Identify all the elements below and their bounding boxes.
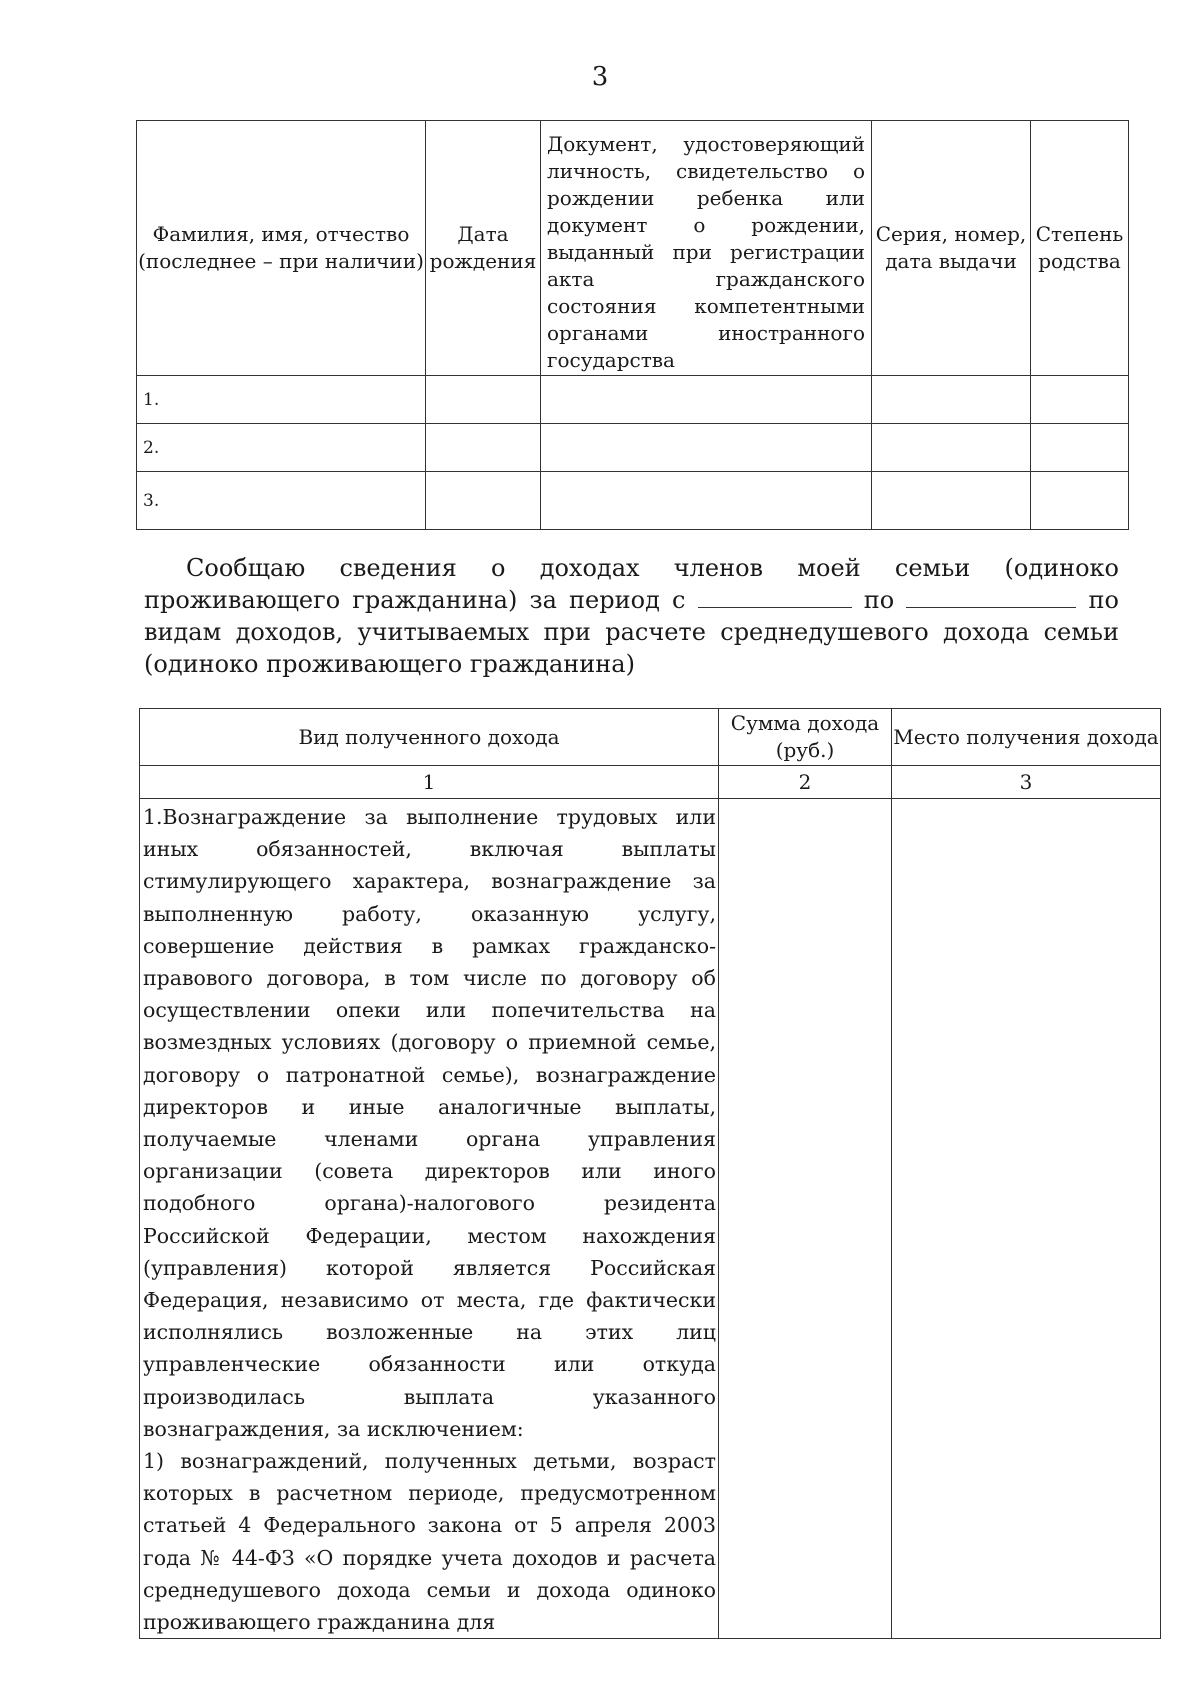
birth-date-cell[interactable] [426,472,541,530]
table-row [137,472,1129,530]
document-cell[interactable] [541,376,872,424]
page-number: 3 [591,62,609,92]
header-full-name: Фамилия, имя, отчество (последнее – при наличии) [137,121,426,376]
series-cell[interactable] [872,376,1031,424]
header-series-number-date: Серия, номер, дата выдачи [872,121,1031,376]
period-end-blank[interactable] [906,589,1076,608]
document-cell[interactable] [541,472,872,530]
relation-cell[interactable] [1031,376,1129,424]
table-row [137,424,1129,472]
statement-text-part-2: по [863,586,895,614]
table-row [140,799,1161,1639]
income-type-cell [140,799,719,1639]
row-number: 2. [137,424,426,472]
series-cell[interactable] [872,472,1031,530]
header-income-place: Место получения дохода [892,709,1161,766]
relation-cell[interactable] [1031,424,1129,472]
header-relationship: Степень родства [1031,121,1129,376]
column-number: 2 [719,766,892,799]
income-item-1-exception-1: 1) вознаграждений, полученных детьми, возраст которых в расчетном периоде, предусмотренном статьей 4 Федерального закона от 5 апреля 2003 года № 44-ФЗ «О порядке учета доходов и расчета среднедушевого дохода семьи и дохода одиноко проживающего гражданина для [143,1449,716,1635]
birth-date-cell[interactable] [426,376,541,424]
header-identity-document: Документ, удостоверяющий личность, свидетельство о рождении ребенка или документ о рождении, выданный при регистрации акта гражданского состояния компетентными органами иностранного государства [541,121,872,376]
income-amount-cell[interactable] [719,799,892,1639]
income-item-1: 1.Вознаграждение за выполнение трудовых или иных обязанностей, включая выплаты стимулирующего характера, вознаграждение за выполненную работу, оказанную услугу, совершение действия в рамках гражданско-правового договора, в том числе по договору об осуществлении опеки или попечительства на возмездных условиях (договору о приемной семье, договору о патронатной семье), вознаграждение директоров и иные аналогичные выплаты, получаемые членами органа управления организации (совета директоров или иного подобного органа)-налогового резидента Российской Федерации, местом нахождения (управления) которой является Российская Федерация, независимо от места, где фактически исполнялись возложенные на этих лиц управленческие обязанности или откуда производилась выплата указанного вознаграждения, за исключением: [143,805,716,1441]
income-place-cell[interactable] [892,799,1161,1639]
birth-date-cell[interactable] [426,424,541,472]
members-header-row [137,121,1129,376]
column-number: 3 [892,766,1161,799]
header-income-amount: Сумма дохода (руб.) [719,709,892,766]
series-cell[interactable] [872,424,1031,472]
family-members-table [136,120,1129,530]
table-row [137,376,1129,424]
income-table [139,708,1161,1639]
statement-text-part-1: Сообщаю сведения о доходах членов моей семьи (одиноко проживающего гражданина) за период с [144,554,1119,614]
relation-cell[interactable] [1031,472,1129,530]
column-number: 1 [140,766,719,799]
document-cell[interactable] [541,424,872,472]
income-header-row [140,709,1161,766]
column-number-row [140,766,1161,799]
row-number: 1. [137,376,426,424]
period-start-blank[interactable] [698,589,852,608]
header-birth-date: Дата рождения [426,121,541,376]
header-income-type: Вид полученного дохода [140,709,719,766]
statement-text-part-3: по видам доходов, учитываемых при расчете среднедушевого дохода семьи (одиноко проживающего гражданина) [144,586,1119,678]
income-statement-paragraph [144,552,1119,680]
row-number: 3. [137,472,426,530]
